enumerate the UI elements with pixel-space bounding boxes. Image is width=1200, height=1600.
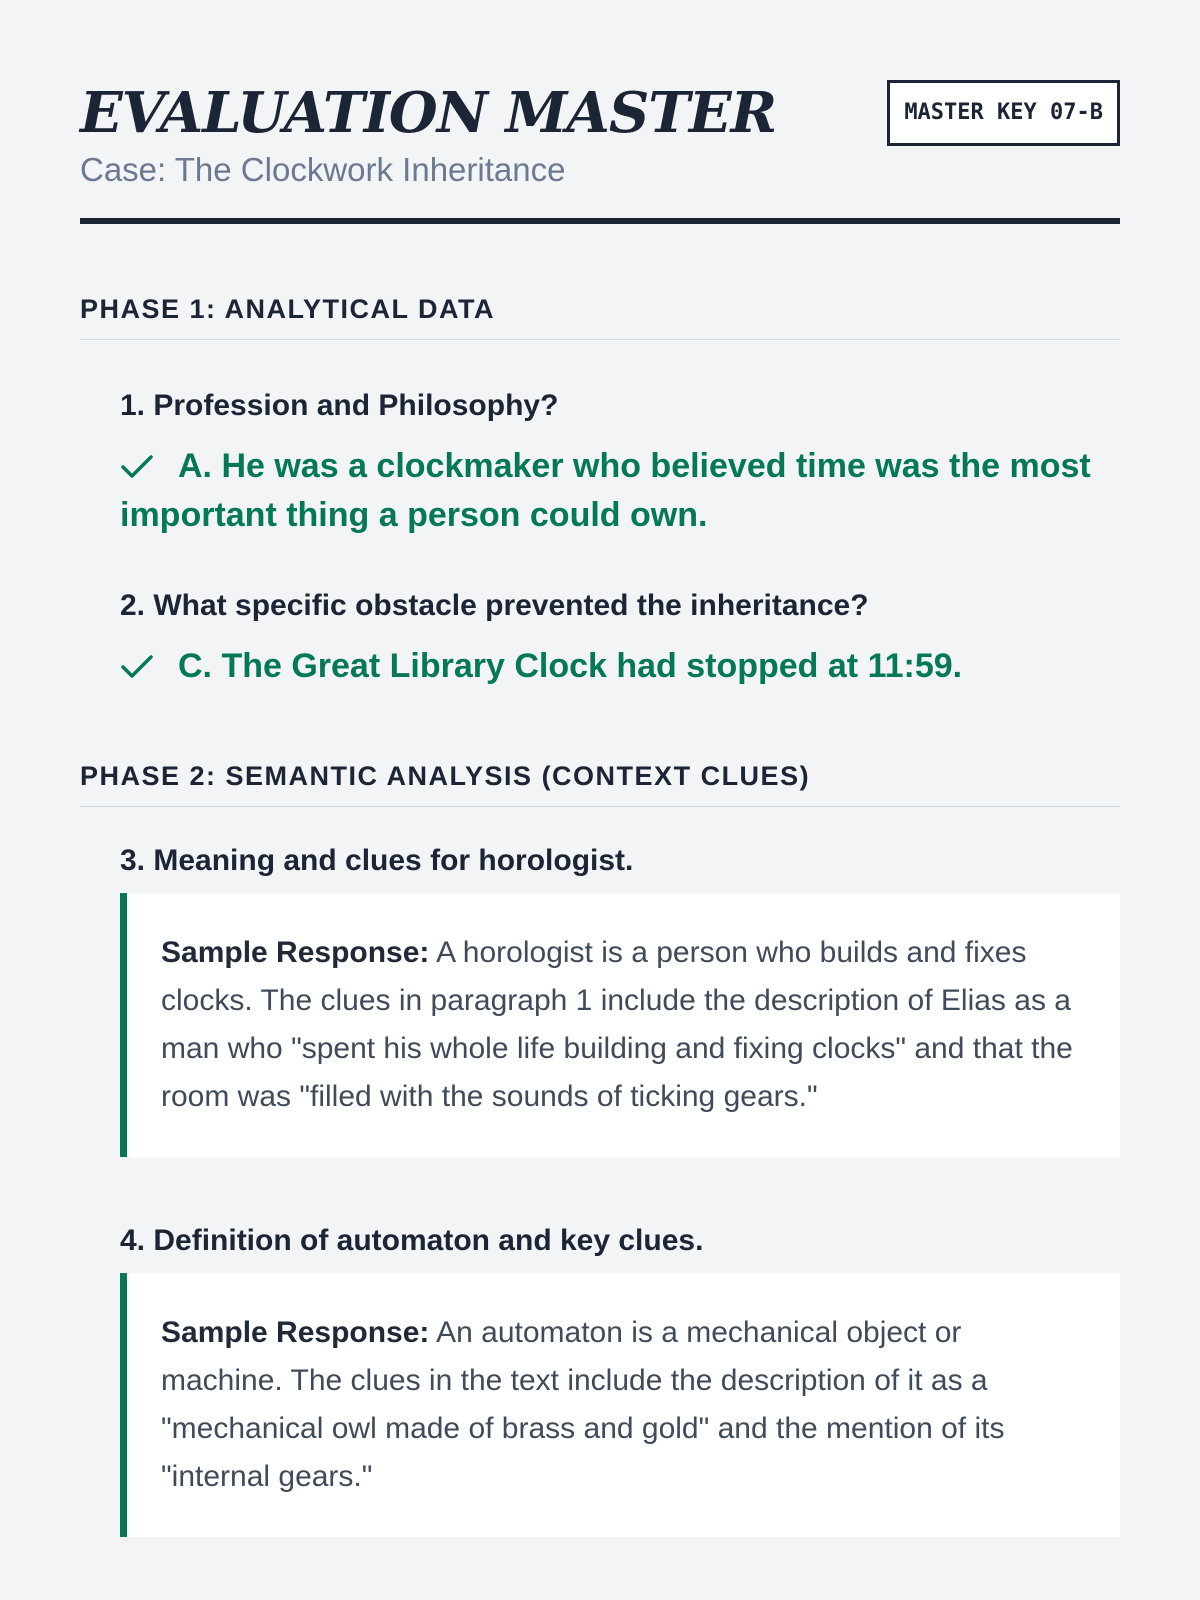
sample-response-card: [120, 1273, 1120, 1537]
check-icon: [120, 451, 154, 481]
sample-response-lead: Sample Response:: [161, 936, 430, 969]
question-1: [80, 386, 1120, 540]
master-key-badge: MASTER KEY 07-B: [887, 80, 1120, 146]
check-icon: [120, 651, 154, 681]
question-3: [80, 841, 1120, 1157]
question-4: [80, 1221, 1120, 1537]
question-1-label: 1. Profession and Philosophy?: [120, 389, 559, 422]
sample-response-card: [120, 893, 1120, 1157]
question-2-answer: [120, 642, 1120, 691]
sample-response-text: An automaton is a mechanical object or machine. The clues in the text include the description of it as a "mechanical owl made of brass and gold" and the mention of its "internal gears.": [161, 1316, 1005, 1493]
header: [80, 78, 1120, 224]
phase-1-heading: PHASE 1: ANALYTICAL DATA: [80, 294, 1120, 340]
page-title: EVALUATION MASTER: [80, 80, 777, 146]
phase-2-heading: PHASE 2: SEMANTIC ANALYSIS (CONTEXT CLUES): [80, 761, 1120, 807]
sample-response-lead: Sample Response:: [161, 1316, 430, 1349]
question-2-answer-text: C. The Great Library Clock had stopped at 11:59.: [178, 647, 963, 685]
question-4-label: 4. Definition of automaton and key clues.: [120, 1224, 704, 1257]
question-2: [80, 586, 1120, 691]
question-1-answer-text: A. He was a clockmaker who believed time was the most important thing a person could own.: [120, 447, 1091, 534]
question-3-label: 3. Meaning and clues for horologist.: [120, 844, 634, 877]
question-2-label: 2. What specific obstacle prevented the inheritance?: [120, 589, 869, 622]
question-1-answer: [120, 442, 1120, 540]
evaluation-master-page: [80, 0, 1120, 1537]
sample-response-text: A horologist is a person who builds and fixes clocks. The clues in paragraph 1 include the description of Elias as a man who "spent his whole life building and fixing clocks" and that the room was "filled with the sounds of ticking gears.": [161, 936, 1073, 1113]
case-subtitle: Case: The Clockwork Inheritance: [80, 151, 566, 188]
